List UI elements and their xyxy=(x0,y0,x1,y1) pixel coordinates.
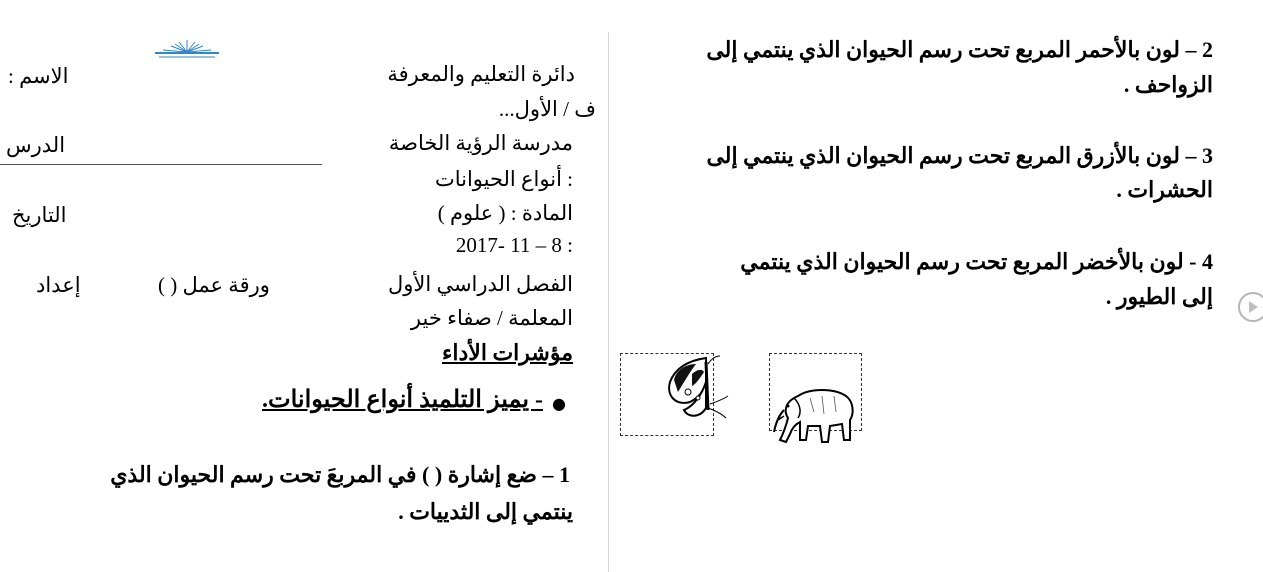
lesson-label: الدرس xyxy=(6,133,66,157)
semester-label: الفصل الدراسي الأول xyxy=(387,272,573,296)
play-arrow-icon xyxy=(1246,300,1260,314)
worksheet-label: ورقة عمل ( ) xyxy=(158,273,270,297)
question-4-line-2: إلى الطيور . xyxy=(1105,284,1213,309)
question-3-line-1: 3 – لون بالأزرق المربع تحت رسم الحيوان الذي ينتمي إلى xyxy=(706,143,1213,168)
name-underline xyxy=(0,164,322,165)
bullet-icon: ● xyxy=(552,394,566,413)
school-logo xyxy=(153,38,221,60)
subject-label: المادة : ( علوم ) xyxy=(437,201,573,225)
question-4-line-1: 4 - لون بالأخضر المربع تحت رسم الحيوان الذي ينتمي xyxy=(740,249,1213,274)
question-3-line-2: الحشرات . xyxy=(1116,177,1213,202)
teacher-name: المعلمة / صفاء خير xyxy=(410,306,573,330)
indicators-heading: مؤشرات الأداء xyxy=(442,340,573,365)
school-name: مدرسة الرؤية الخاصة xyxy=(388,131,573,155)
question-1-line-2: ينتمي إلى الثدييات . xyxy=(398,499,573,524)
elephant-icon xyxy=(770,382,856,446)
question-1-line-1: 1 – ضع إشارة ( ) في المربعَ تحت رسم الحيوان الذي xyxy=(110,462,570,487)
prepared-by-label: إعداد xyxy=(36,273,81,297)
page-divider xyxy=(608,32,609,572)
indicator-item: - يميز التلميذ أنواع الحيوانات. xyxy=(261,387,543,413)
lesson-title: : أنواع الحيوانات xyxy=(434,167,573,191)
question-2-line-1: 2 – لون بالأحمر المربع تحت رسم الحيوان الذي ينتمي إلى xyxy=(706,37,1213,62)
department-name: دائرة التعليم والمعرفة xyxy=(387,62,575,86)
class-label: ف / الأول... xyxy=(498,97,596,121)
next-slide-button[interactable] xyxy=(1238,292,1263,322)
date-value: : 8 – 11 -2017 xyxy=(455,233,573,257)
student-name-label: الاسم : xyxy=(8,64,69,88)
date-label: التاريخ xyxy=(12,203,67,227)
butterfly-icon xyxy=(662,352,730,432)
question-2-line-2: الزواحف . xyxy=(1123,72,1213,97)
